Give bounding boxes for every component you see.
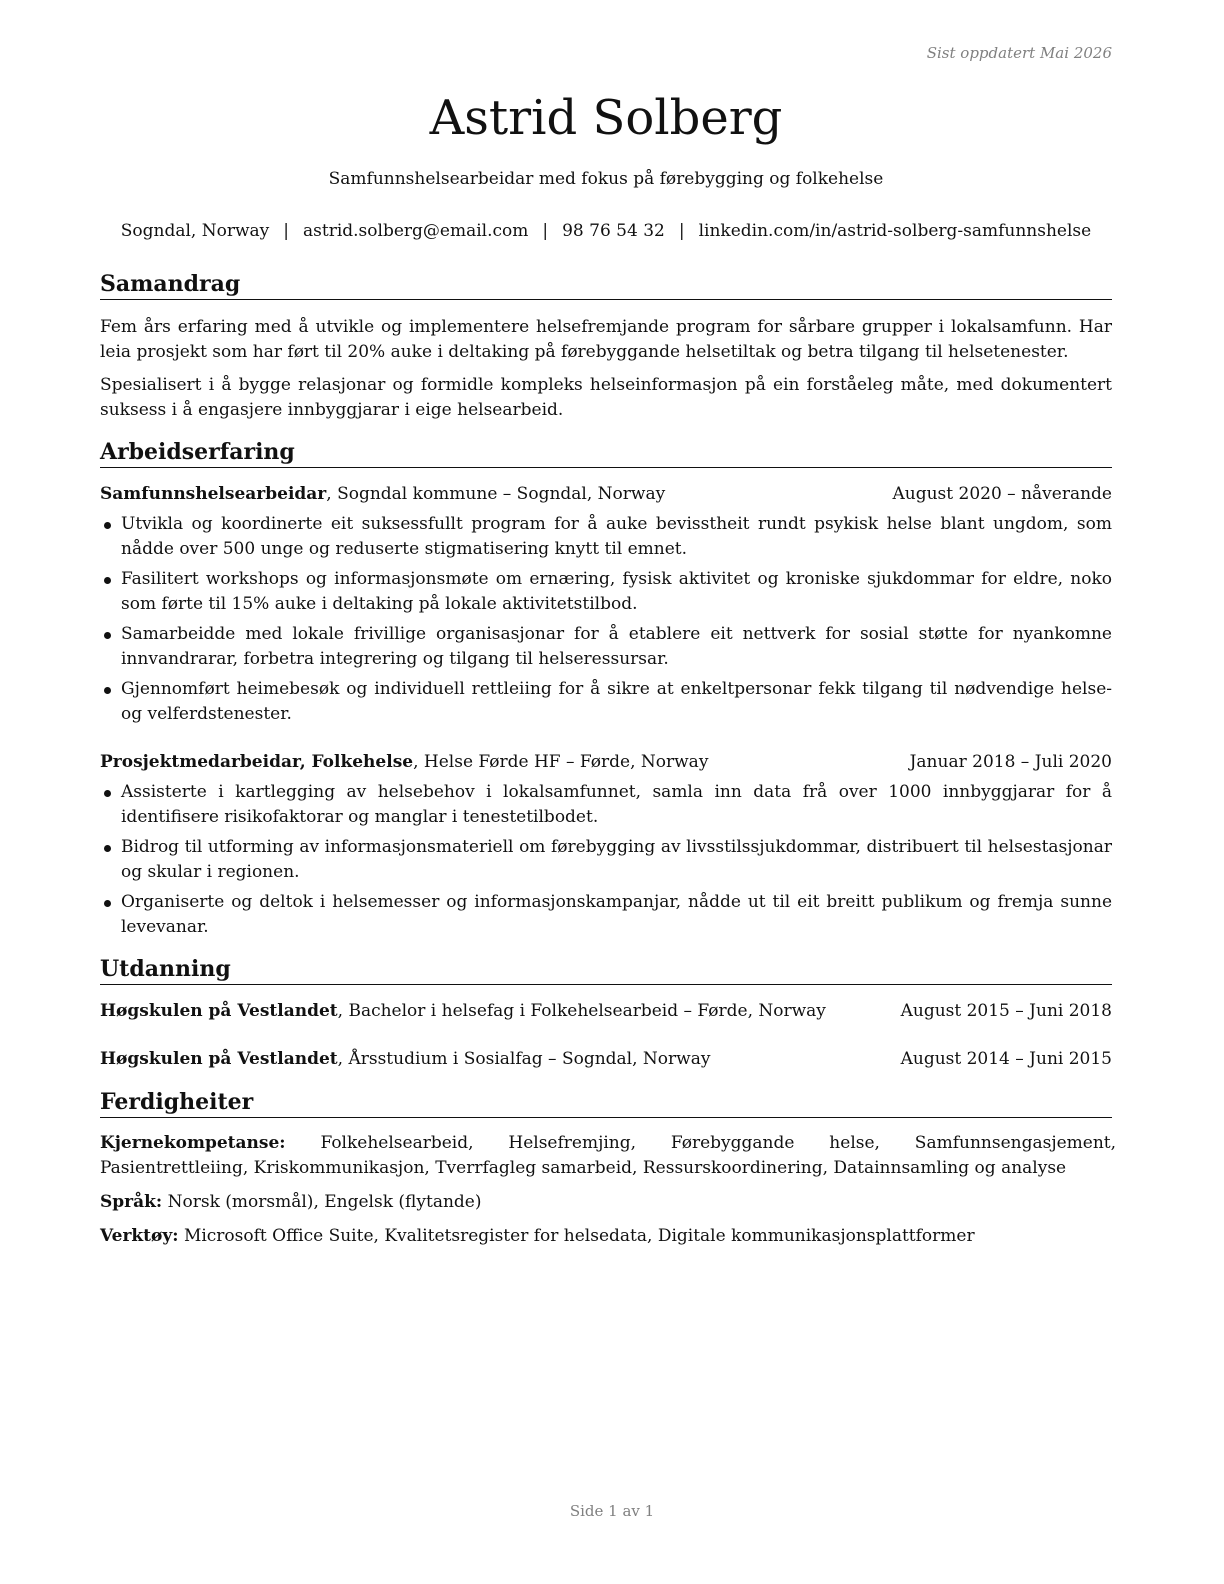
bullet-text: Organiserte og deltok i helsemesser og informasjonskampanjar, nådde ut til eit breitt publikum og fremja sunne levevanar.	[121, 892, 1112, 937]
bullet-icon	[104, 790, 111, 797]
list-item	[100, 512, 1112, 562]
education-school-detail	[100, 1047, 710, 1072]
bullet-icon	[104, 845, 111, 852]
skill-row	[100, 1131, 1116, 1181]
job-header	[100, 750, 1112, 775]
education-item	[100, 1047, 1112, 1072]
bullet-text: Bidrog til utforming av informasjonsmateriell om førebygging av livsstilssjukdommar, distribuert til helsestasjonar og skular i regionen.	[121, 837, 1112, 882]
bullet-icon	[104, 577, 111, 584]
job-role: Prosjektmedarbeidar, Folkehelse	[100, 752, 414, 772]
bullet-icon	[104, 632, 111, 639]
skill-label: Språk:	[100, 1192, 163, 1212]
contact-location: Sogndal, Norway	[120, 221, 270, 241]
job-bullets	[100, 780, 1112, 945]
contact-separator: |	[542, 221, 549, 241]
list-item	[100, 567, 1112, 617]
skill-label: Kjernekompetanse:	[100, 1133, 286, 1153]
job-title-org	[100, 482, 665, 507]
section-title-experience: Arbeidserfaring	[100, 438, 1112, 468]
summary-paragraph: Spesialisert i å bygge relasjonar og formidle kompleks helseinformasjon på ein forståeleg måte, med dokumentert suksess i å engasjere innbyggjarar i eige helsearbeid.	[100, 375, 1112, 420]
contact-phone[interactable]: 98 76 54 32	[562, 221, 665, 241]
bullet-text: Fasilitert workshops og informasjonsmøte om ernæring, fysisk aktivitet og kroniske sjukdommar for eldre, noko som førte til 15% auke i deltaking på lokale aktivitetstilbod.	[121, 569, 1112, 614]
list-item	[100, 890, 1112, 940]
bullet-text: Gjennomført heimebesøk og individuell rettleiing for å sikre at enkeltpersonar fekk tilgang til nødvendige helse- og velferdstenester.	[121, 679, 1112, 724]
education-item	[100, 999, 1112, 1024]
list-item	[100, 835, 1112, 885]
education-school: Høgskulen på Vestlandet	[100, 1049, 338, 1069]
job-org: , Helse Førde HF – Førde, Norway	[413, 752, 709, 772]
list-item	[100, 622, 1112, 672]
job-dates: August 2020 – nåverande	[892, 484, 1112, 504]
education-dates: August 2015 – Juni 2018	[900, 1001, 1112, 1021]
education-detail: , Bachelor i helsefag i Folkehelsearbeid – Førde, Norway	[337, 1001, 826, 1021]
skill-value: Folkehelsearbeid, Helsefremjing, Førebyggande helse, Samfunnsengasjement, Pasientrettleiing, Kriskommunikasjon, Tverrfagleg samarbeid, Ressurskoordinering, Datainnsamling og analyse	[100, 1133, 1117, 1178]
skill-value: Microsoft Office Suite, Kvalitetsregister for helsedata, Digitale kommunikasjonsplattformer	[183, 1226, 975, 1246]
job-bullets	[100, 512, 1112, 732]
contact-separator: |	[678, 221, 685, 241]
job-title-org	[100, 750, 708, 775]
list-item	[100, 677, 1112, 727]
job-dates: Januar 2018 – Juli 2020	[909, 752, 1112, 772]
bullet-text: Samarbeidde med lokale frivillige organisasjonar for å etablere eit nettverk for sosial støtte for nyankomne innvandrarar, forbetra integrering og tilgang til helseressursar.	[121, 624, 1112, 669]
bullet-icon	[104, 900, 111, 907]
bullet-icon	[104, 687, 111, 694]
education-detail: , Årsstudium i Sosialfag – Sogndal, Norway	[337, 1049, 711, 1069]
skill-value: Norsk (morsmål), Engelsk (flytande)	[167, 1192, 482, 1212]
education-school: Høgskulen på Vestlandet	[100, 1001, 338, 1021]
section-title-skills: Ferdigheiter	[100, 1088, 1112, 1118]
education-dates: August 2014 – Juni 2015	[900, 1049, 1112, 1069]
skill-label: Verktøy:	[100, 1226, 179, 1246]
skill-row	[100, 1190, 1116, 1215]
bullet-icon	[104, 522, 111, 529]
contact-email[interactable]: astrid.solberg@email.com	[303, 221, 529, 241]
bullet-text: Assisterte i kartlegging av helsebehov i lokalsamfunnet, samla inn data frå over 1000 innbyggjarar for å identifisere risikofaktorar og manglar i tenestetilbodet.	[121, 782, 1112, 827]
last-updated: Sist oppdatert Mai 2026	[926, 44, 1112, 62]
contact-line	[100, 219, 1112, 243]
education-school-detail	[100, 999, 826, 1024]
list-item	[100, 780, 1112, 830]
contact-linkedin[interactable]: linkedin.com/in/astrid-solberg-samfunnshelse	[698, 221, 1092, 241]
contact-separator: |	[283, 221, 290, 241]
candidate-name: Astrid Solberg	[429, 90, 783, 146]
candidate-subtitle: Samfunnshelsearbeidar med fokus på førebygging og folkehelse	[328, 169, 884, 189]
job-role: Samfunnshelsearbeidar	[100, 484, 327, 504]
section-title-summary: Samandrag	[100, 270, 1112, 300]
page-number: Side 1 av 1	[569, 1502, 655, 1520]
skill-row	[100, 1224, 1116, 1249]
job-header	[100, 482, 1112, 507]
section-title-education: Utdanning	[100, 955, 1112, 985]
job-org: , Sogndal kommune – Sogndal, Norway	[326, 484, 666, 504]
bullet-text: Utvikla og koordinerte eit suksessfullt program for å auke bevisstheit rundt psykisk helse blant ungdom, som nådde over 500 unge og reduserte stigmatisering knytt til emnet.	[121, 514, 1112, 559]
summary-paragraph: Fem års erfaring med å utvikle og implementere helsefremjande program for sårbare grupper i lokalsamfunn. Har leia prosjekt som har ført til 20% auke i deltaking på førebyggande helsetiltak og betra tilgang til helsetenester.	[100, 317, 1112, 362]
